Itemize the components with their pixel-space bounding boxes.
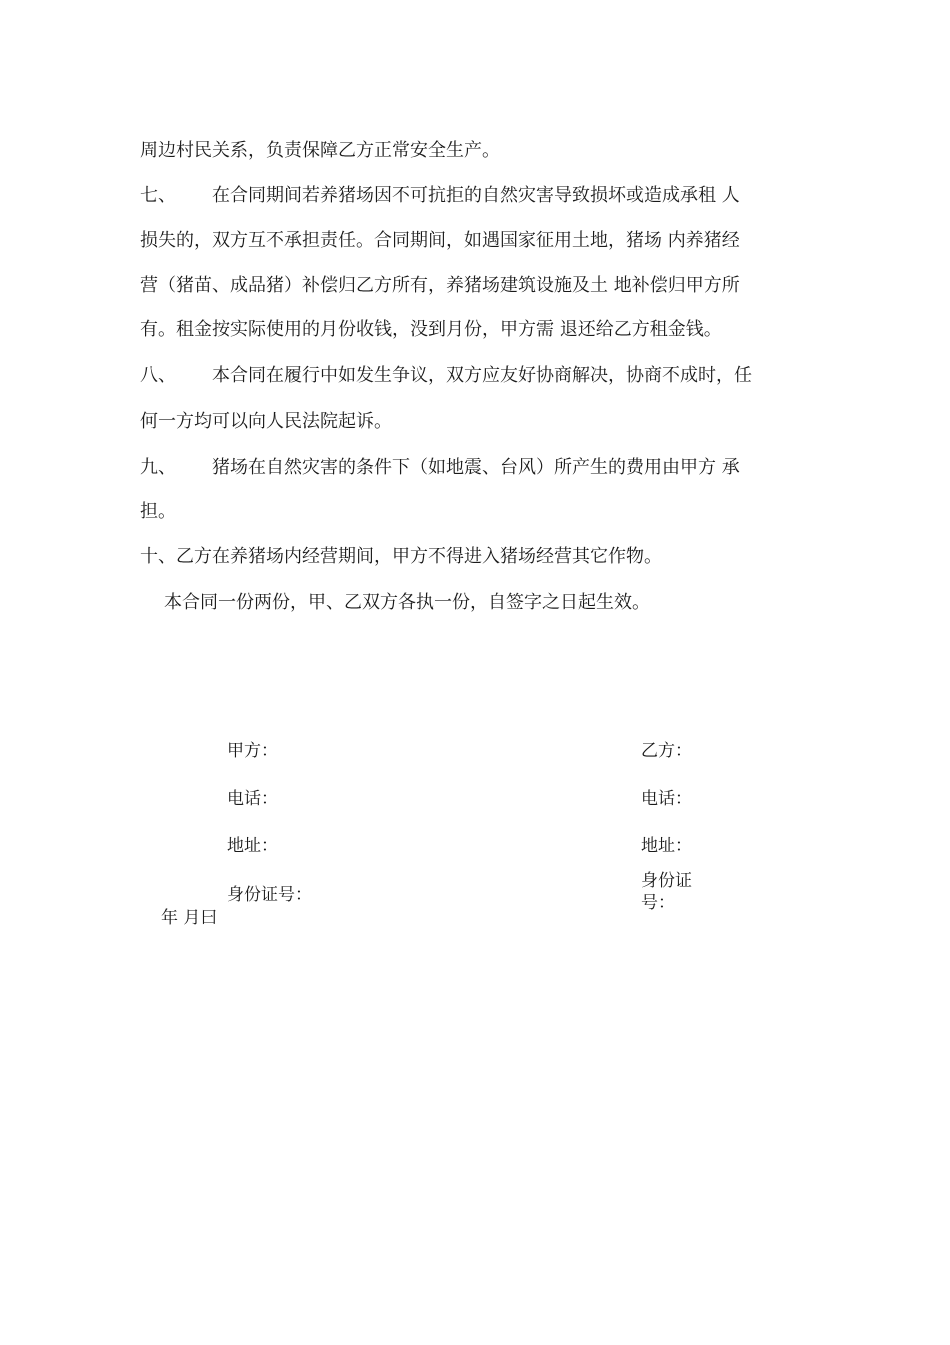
party-a-id-label: 身份证号： bbox=[227, 885, 312, 905]
party-a-address-label: 地址： bbox=[227, 836, 278, 856]
party-b-phone-label: 电话： bbox=[641, 789, 692, 809]
clause-7-line-3: 营（猪苗、成品猪）补偿归乙方所有，养猪场建筑设施及土 地补偿归甲方所 bbox=[140, 275, 740, 296]
clause-8-number: 八、 bbox=[140, 365, 176, 386]
party-b-id-label: 身份证号： bbox=[641, 871, 692, 913]
party-a-label: 甲方： bbox=[227, 741, 278, 761]
clause-9-number: 九、 bbox=[140, 457, 176, 478]
clause-9-first-line: 猪场在自然灾害的条件下（如地震、台风）所产生的费用由甲方 承 bbox=[212, 457, 740, 478]
clause-7-number: 七、 bbox=[140, 185, 176, 206]
signing-date: 年 月曰 bbox=[161, 908, 218, 928]
party-a-phone-label: 电话： bbox=[227, 789, 278, 809]
clause-9-line-2: 担。 bbox=[140, 501, 176, 522]
clause-8-first-line: 本合同在履行中如发生争议，双方应友好协商解决，协商不成时，任 bbox=[212, 365, 752, 386]
clause-7-first-line: 在合同期间若养猪场因不可抗拒的自然灾害导致损坏或造成承租 人 bbox=[212, 185, 740, 206]
clause-8-line-2: 何一方均可以向人民法院起诉。 bbox=[140, 411, 392, 432]
clause-7-line-2: 损失的，双方互不承担责任。合同期间，如遇国家征用土地，猪场 内养猪经 bbox=[140, 230, 740, 251]
party-b-address-label: 地址： bbox=[641, 836, 692, 856]
closing-statement: 本合同一份两份，甲、乙双方各执一份，自签字之日起生效。 bbox=[164, 592, 650, 613]
party-b-label: 乙方： bbox=[641, 741, 692, 761]
clause-7-line-4: 有。租金按实际使用的月份收钱，没到月份，甲方需 退还给乙方租金钱。 bbox=[140, 319, 722, 340]
clause-10: 十、乙方在养猪场内经营期间，甲方不得进入猪场经营其它作物。 bbox=[140, 546, 662, 567]
continuation-line: 周边村民关系，负责保障乙方正常安全生产。 bbox=[140, 140, 500, 161]
